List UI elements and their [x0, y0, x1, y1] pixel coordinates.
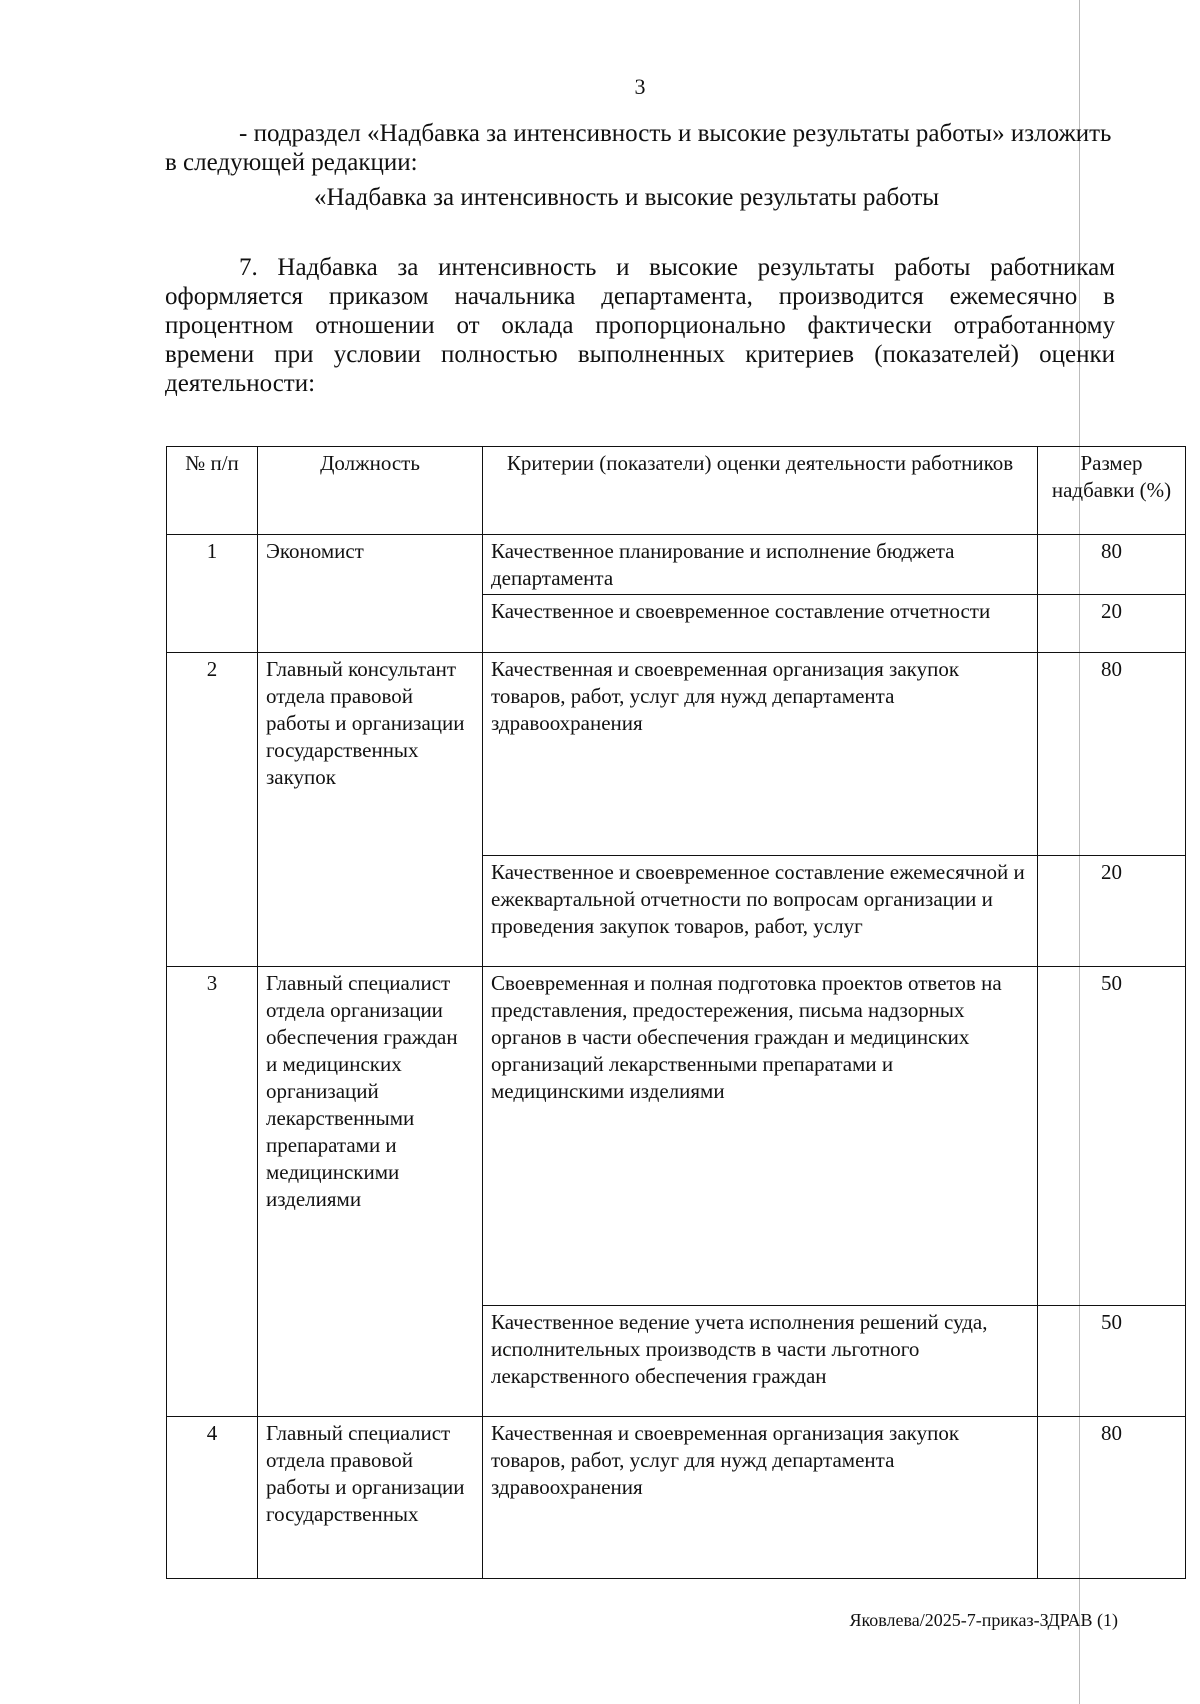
table-row: [167, 967, 1186, 1306]
header-criteria: Критерии (показатели) оценки деятельности работников: [483, 447, 1038, 535]
row-num: 4: [167, 1417, 258, 1579]
row-criteria: Качественное и своевременное составление отчетности: [483, 595, 1038, 653]
row-position: Главный специалист отдела правовой работы и организации государственных: [258, 1417, 483, 1579]
row-criteria: Качественное ведение учета исполнения решений суда, исполнительных производств в части льготного лекарственного обеспечения граждан: [483, 1306, 1038, 1417]
page-number: 3: [634, 74, 646, 99]
row-position: Главный консультант отдела правовой работы и организации государственных закупок: [258, 653, 483, 967]
header-percent: Размер надбавки (%): [1038, 447, 1186, 535]
header-num: № п/п: [167, 447, 258, 535]
row-percent: 80: [1038, 1417, 1186, 1579]
row-position: Главный специалист отдела организации обеспечения граждан и медицинских организаций лекарственными препаратами и медицинскими изделиями: [258, 967, 483, 1417]
row-percent: 20: [1038, 595, 1186, 653]
row-criteria: Качественное планирование и исполнение бюджета департамента: [483, 535, 1038, 595]
table-row: [167, 653, 1186, 856]
table-row: [167, 1417, 1186, 1579]
row-percent: 80: [1038, 653, 1186, 856]
row-criteria: Качественная и своевременная организация закупок товаров, работ, услуг для нужд департамента здравоохранения: [483, 1417, 1038, 1579]
paragraph-clause-7: 7. Надбавка за интенсивность и высокие результаты работы работникам оформляется приказом начальника департамента, производится ежемесячно в процентном отношении от оклада пропорционально фактически отработанному времени при условии полностью выполненных критериев (показателей) оценки деятельности:: [165, 254, 1115, 397]
row-criteria: Качественная и своевременная организация закупок товаров, работ, услуг для нужд департамента здравоохранения: [483, 653, 1038, 856]
footer-document-id: Яковлева/2025-7-приказ-ЗДРАВ (1): [849, 1610, 1118, 1630]
row-criteria: Качественное и своевременное составление ежемесячной и ежеквартальной отчетности по вопросам организации и проведения закупок товаров, работ, услуг: [483, 856, 1038, 967]
row-percent: 20: [1038, 856, 1186, 967]
row-num: 3: [167, 967, 258, 1417]
criteria-table: [166, 446, 1186, 1579]
row-num: 1: [167, 535, 258, 653]
row-percent: 50: [1038, 1306, 1186, 1417]
row-position: Экономист: [258, 535, 483, 653]
paragraph-subtitle: «Надбавка за интенсивность и высокие результаты работы: [314, 184, 940, 211]
table-header-row: [167, 447, 1186, 535]
paragraph-intro: - подраздел «Надбавка за интенсивность и высокие результаты работы» изложить в следующей редакции:: [165, 120, 1112, 176]
row-criteria: Своевременная и полная подготовка проектов ответов на представления, предостережения, письма надзорных органов в части обеспечения граждан и медицинских организаций лекарственными препаратами и медицинскими изделиями: [483, 967, 1038, 1306]
row-percent: 50: [1038, 967, 1186, 1306]
row-num: 2: [167, 653, 258, 967]
row-percent: 80: [1038, 535, 1186, 595]
table-row: [167, 535, 1186, 595]
header-position: Должность: [258, 447, 483, 535]
